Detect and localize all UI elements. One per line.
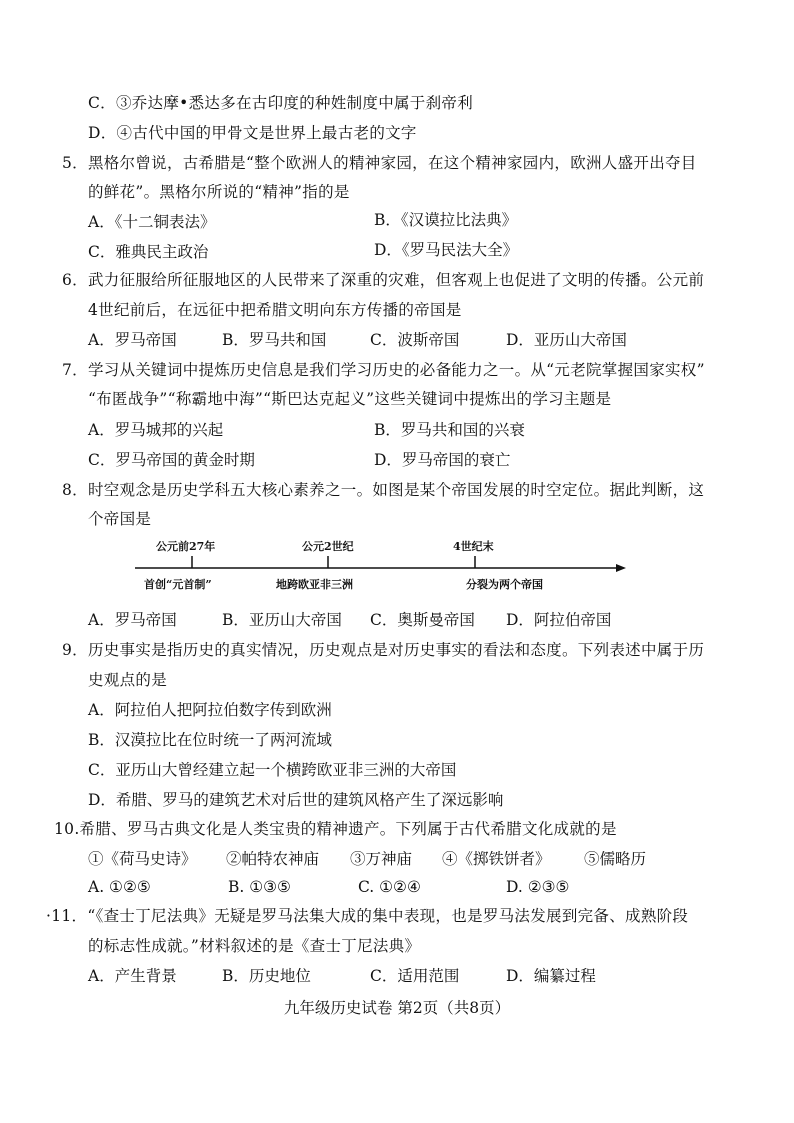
q4-option-c: C．③乔达摩•悉达多在古印度的种姓制度中属于刹帝利 (88, 94, 474, 112)
q8-stem-line1: 8．时空观念是历史学科五大核心素养之一。如图是某个帝国发展的时空定位。据此判断，这 (62, 481, 705, 499)
q9-option-b: B．汉漠拉比在位时统一了两河流域 (88, 731, 332, 749)
q6-option-d: D．亚历山大帝国 (506, 331, 627, 349)
timeline-top-label-2: 公元2世纪 (302, 540, 354, 553)
q10-option-c: C. ①②④ (358, 878, 421, 896)
q11-option-c: C．适用范围 (370, 967, 460, 985)
timeline-arrow (616, 564, 626, 572)
timeline-bottom-label-2: 地跨欧亚非三洲 (276, 578, 353, 591)
q11-option-d: D．编纂过程 (506, 967, 596, 985)
q8-option-b: B．亚历山大帝国 (222, 611, 342, 629)
q6-option-c: C．波斯帝国 (370, 331, 460, 349)
q5-option-b: B．《汉谟拉比法典》 (374, 211, 518, 229)
q8-option-c: C．奥斯曼帝国 (370, 611, 475, 629)
q10-option-d: D. ②③⑤ (506, 878, 570, 896)
q7-option-d: D．罗马帝国的衰亡 (374, 451, 511, 469)
q6-stem-line2: 4世纪前后，在远征中把希腊文明向东方传播的帝国是 (88, 301, 462, 319)
q5-option-a: A．《十二铜表法》 (88, 213, 216, 231)
q5-option-c: C．雅典民主政治 (88, 243, 209, 261)
q4-option-d: D．④古代中国的甲骨文是世界上最古老的文字 (88, 124, 417, 142)
q9-option-c: C．亚历山大曾经建立起一个横跨欧亚非三洲的大帝国 (88, 761, 457, 779)
q8-stem-line2: 个帝国是 (88, 510, 152, 528)
q10-item-4: ④《掷铁饼者》 (442, 850, 551, 868)
q11-option-a: A．产生背景 (88, 967, 177, 985)
q10-stem: 10.希腊、罗马古典文化是人类宝贵的精神遗产。下列属于古代希腊文化成就的是 (54, 820, 617, 838)
q9-option-a: A．阿拉伯人把阿拉伯数字传到欧洲 (88, 701, 332, 719)
q5-option-d: D．《罗马民法大全》 (374, 241, 519, 259)
q7-option-b: B．罗马共和国的兴衰 (374, 421, 525, 439)
q8-option-d: D．阿拉伯帝国 (506, 611, 612, 629)
q11-option-b: B．历史地位 (222, 967, 311, 985)
q10-item-2: ②帕特农神庙 (226, 850, 320, 868)
q7-stem-line1: 7．学习从关键词中提炼历史信息是我们学习历史的必备能力之一。从“元老院掌握国家实权” (62, 361, 705, 379)
q7-option-c: C．罗马帝国的黄金时期 (88, 451, 255, 469)
timeline-top-label-3: 4世纪末 (453, 540, 494, 553)
q10-item-5: ⑤儒略历 (584, 850, 647, 868)
q10-option-a: A. ①②⑤ (88, 878, 151, 896)
page-footer: 九年级历史试卷 第2页（共8页） (283, 999, 511, 1017)
q10-item-1: ①《荷马史诗》 (88, 850, 197, 868)
timeline-figure (130, 536, 630, 596)
q9-stem-line2: 史观点的是 (88, 671, 168, 689)
q8-option-a: A．罗马帝国 (88, 611, 177, 629)
q5-stem-line1: 5．黑格尔曾说，古希腊是“整个欧洲人的精神家园，在这个精神家园内，欧洲人盛开出夺目 (62, 154, 697, 172)
q7-option-a: A．罗马城邦的兴起 (88, 421, 224, 439)
q9-stem-line1: 9．历史事实是指历史的真实情况，历史观点是对历史事实的看法和态度。下列表述中属于历 (62, 641, 705, 659)
q7-stem-line2: “布匿战争”“称霸地中海”“斯巴达克起义”这些关键词中提炼出的学习主题是 (88, 390, 612, 408)
timeline-bottom-label-1: 首创“元首制” (144, 578, 212, 591)
q11-stem-line1: ·11．“《查士丁尼法典》无疑是罗马法集大成的集中表现，也是罗马法发展到完备、成熟阶段 (46, 907, 689, 925)
q5-stem-line2: 的鲜花”。黑格尔所说的“精神”指的是 (88, 183, 350, 201)
timeline-bottom-label-3: 分裂为两个帝国 (466, 578, 543, 591)
q6-stem-line1: 6．武力征服给所征服地区的人民带来了深重的灾难，但客观上也促进了文明的传播。公元前 (62, 271, 705, 289)
q10-item-3: ③万神庙 (350, 850, 413, 868)
q10-option-b: B. ①③⑤ (228, 878, 291, 896)
timeline-top-label-1: 公元前27年 (156, 540, 216, 553)
q6-option-b: B．罗马共和国 (222, 331, 327, 349)
q9-option-d: D．希腊、罗马的建筑艺术对后世的建筑风格产生了深远影响 (88, 791, 504, 809)
q6-option-a: A．罗马帝国 (88, 331, 177, 349)
q11-stem-line2: 的标志性成就。”材料叙述的是《查士丁尼法典》 (88, 937, 421, 955)
